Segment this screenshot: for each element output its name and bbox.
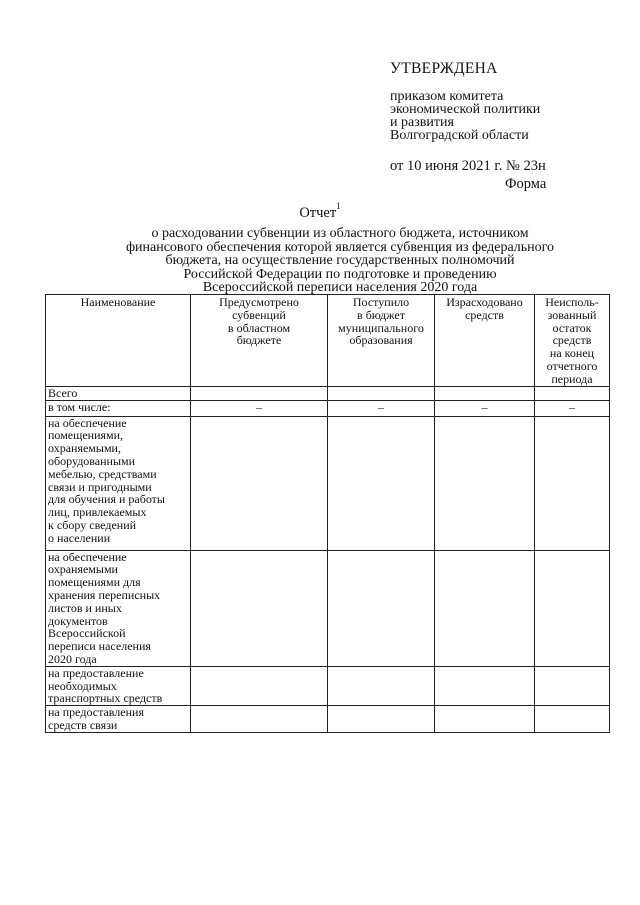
table-cell [535, 550, 610, 666]
table-row [46, 400, 610, 416]
table-cell [535, 706, 610, 733]
approval-order-line: экономической политики [390, 102, 541, 117]
header-spent: Израсходовано средств [435, 295, 535, 387]
header-received: Поступило в бюджет муниципального образования [328, 295, 435, 387]
table-cell [435, 706, 535, 733]
subtitle-line: бюджета, на осуществление государственных полномочий [165, 253, 515, 268]
table-row [46, 666, 610, 705]
table-cell [328, 706, 435, 733]
approval-order-line: и развития [390, 115, 454, 130]
table-cell: – [435, 400, 535, 416]
table-row [46, 706, 610, 733]
table-cell [328, 550, 435, 666]
subtitle-line: о расходовании субвенции из областного бюджета, источником [151, 226, 529, 241]
row-label: на предоставление необходимых транспортных средств [46, 666, 191, 705]
table-row [46, 550, 610, 666]
table-cell [191, 550, 328, 666]
row-label: на обеспечение охраняемыми помещениями для хранения переписных листов и иных документов Всероссийской переписи населения 2020 года [46, 550, 191, 666]
approval-date: от 10 июня 2021 г. № 23н [390, 158, 546, 174]
table-row [46, 386, 610, 400]
header-name: Наименование [46, 295, 191, 387]
table-cell [435, 416, 535, 550]
subtitle-line: финансового обеспечения которой является субвенция из федерального [125, 239, 555, 255]
report-subtitle [60, 227, 620, 295]
table-header-row [46, 295, 610, 387]
table-cell [535, 386, 610, 400]
table-cell: – [191, 400, 328, 416]
report-table [45, 294, 610, 733]
row-label: на обеспечение помещениями, охраняемыми, оборудованными мебелью, средствами связи и пригодными для обучения и работы лиц, привлекаемых к сбору сведений о населении [46, 416, 191, 550]
footnote-mark: 1 [336, 201, 341, 211]
approval-heading: УТВЕРЖДЕНА [390, 60, 498, 77]
table-cell [191, 666, 328, 705]
approval-order [390, 90, 630, 142]
header-planned: Предусмотрено субвенций в областном бюджете [191, 295, 328, 387]
table-cell [435, 666, 535, 705]
form-label: Форма [505, 176, 547, 192]
table-cell [535, 416, 610, 550]
table-cell: – [535, 400, 610, 416]
report-title-text: Отчет [299, 204, 337, 221]
table-cell [328, 666, 435, 705]
subtitle-line: Российской Федерации по подготовке и проведению [183, 266, 497, 282]
table-cell [435, 386, 535, 400]
table-cell [191, 386, 328, 400]
table-cell [191, 706, 328, 733]
table-cell [191, 416, 328, 550]
subtitle-line: Всероссийской переписи населения 2020 года [202, 280, 478, 295]
table-cell [328, 416, 435, 550]
row-label: на предоставления средств связи [46, 706, 191, 733]
approval-order-line: приказом комитета [390, 89, 504, 104]
approval-order-line: Волгоградской области [390, 128, 529, 143]
row-label: Всего [46, 386, 191, 400]
table-row [46, 416, 610, 550]
header-remaining: Неисполь- зованный остаток средств на конец отчетного периода [535, 295, 610, 387]
table-cell [328, 386, 435, 400]
row-label: в том числе: [46, 400, 191, 416]
table-cell [435, 550, 535, 666]
table-cell: – [328, 400, 435, 416]
report-title [0, 200, 640, 221]
table-cell [535, 666, 610, 705]
approval-block [390, 60, 630, 174]
